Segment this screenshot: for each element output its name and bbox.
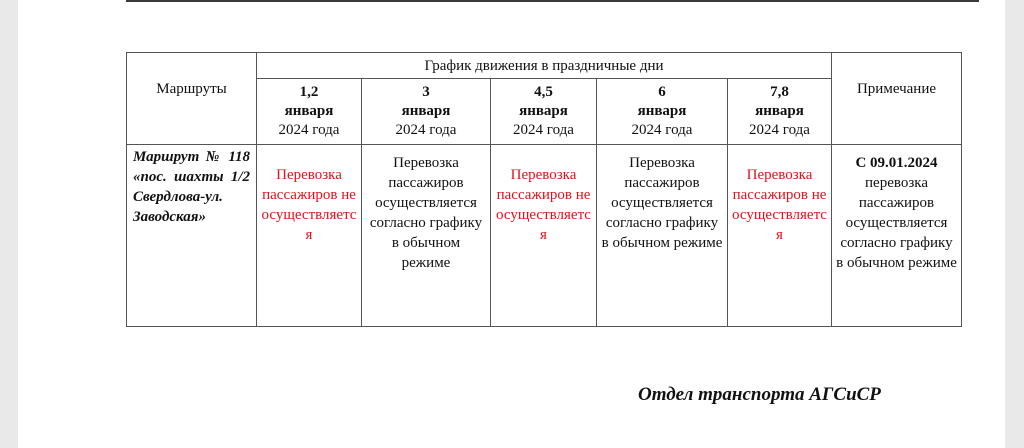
top-rule [126, 0, 979, 2]
date-header-3: 4,5 января 2024 года [491, 79, 597, 145]
cell-jan-7-8: Перевозка пассажиров не осуществляется [728, 145, 832, 327]
document-page [18, 0, 1005, 448]
date-header-4: 6 января 2024 года [597, 79, 728, 145]
header-note: Примечание [832, 53, 962, 145]
date-header-2: 3 января 2024 года [362, 79, 491, 145]
department-signature: Отдел транспорта АГСиСР [638, 384, 881, 405]
holiday-schedule-table [126, 52, 962, 327]
cell-jan-3: Перевозка пассажиров осуществляется согласно графику в обычном режиме [362, 145, 491, 327]
date-header-5: 7,8 января 2024 года [728, 79, 832, 145]
note-date: С 09.01.2024 [855, 155, 938, 171]
cell-jan-6: Перевозка пассажиров осуществляется согласно графику в обычном режиме [597, 145, 728, 327]
cell-jan-1-2: Перевозка пассажиров не осуществляется [257, 145, 362, 327]
date-header-1: 1,2 января 2024 года [257, 79, 362, 145]
note-text: перевозка пассажиров осуществляется согласно графику в обычном режиме [836, 175, 957, 271]
header-routes: Маршруты [127, 53, 257, 145]
note-cell [832, 145, 962, 327]
route-name: Маршрут № 118 «пос. шахты 1/2 Свердлова-ул. Заводская» [127, 145, 257, 327]
cell-jan-4-5: Перевозка пассажиров не осуществляется [491, 145, 597, 327]
header-holiday-schedule: График движения в праздничные дни [257, 53, 832, 79]
